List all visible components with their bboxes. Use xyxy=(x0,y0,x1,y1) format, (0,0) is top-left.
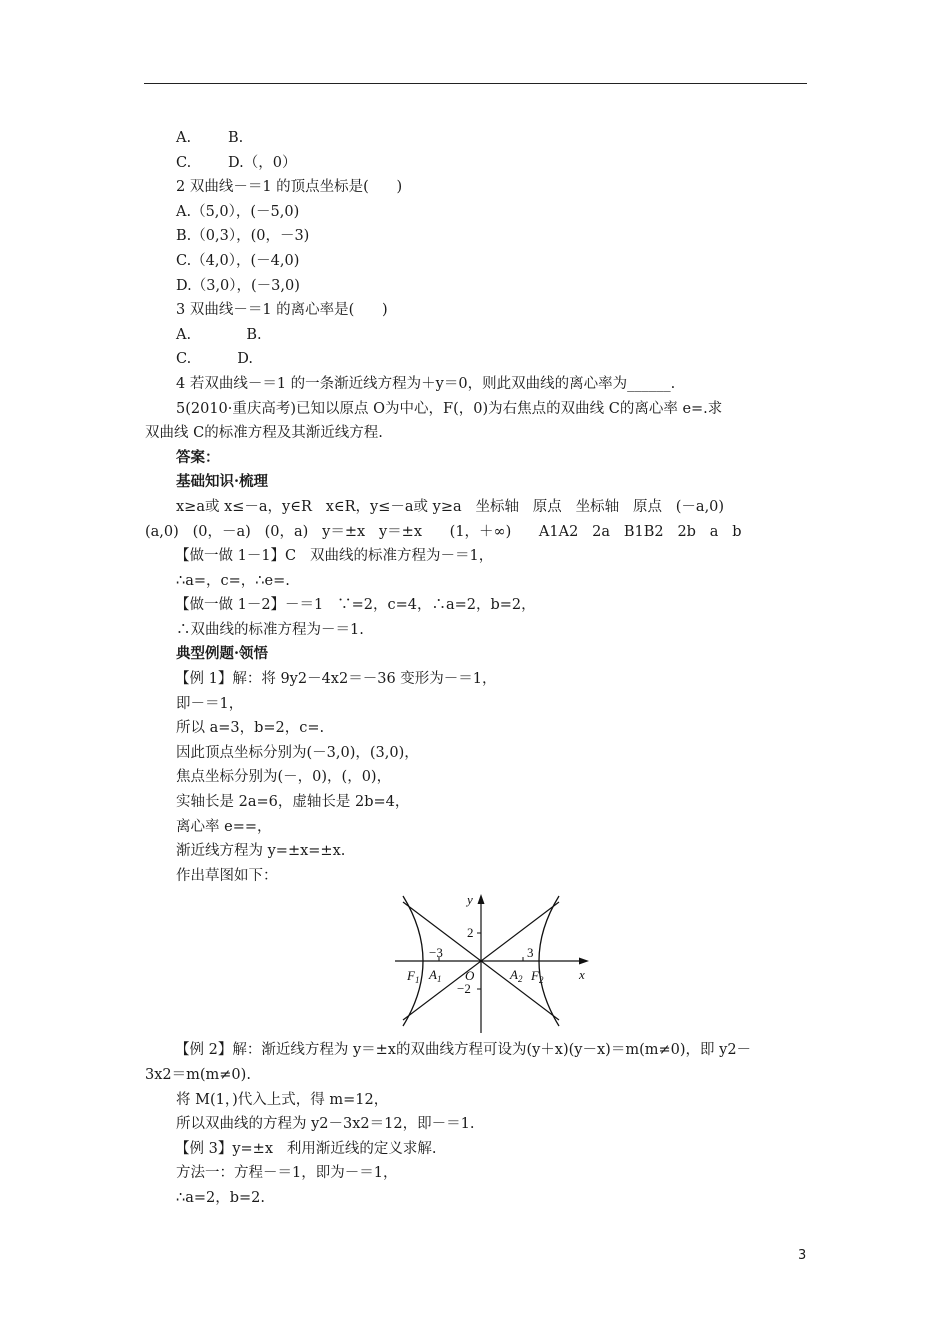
focus-f2-label: $F_2$ xyxy=(531,968,544,986)
example-line: 【例 2】解：渐近线方程为 y＝±x的双曲线方程可设为(y＋x)(y－x)＝m(m≠0)，即 y2－ xyxy=(175,1042,752,1059)
example-line: 所以 a=3，b=2，c=. xyxy=(176,720,325,737)
choice-line: D.（3,0），(－3,0) xyxy=(176,277,300,294)
question-4: 4 若双曲线－＝1 的一条渐近线方程为＋y＝0，则此双曲线的离心率为______. xyxy=(176,375,676,392)
choice-line: A. B. xyxy=(176,326,262,343)
example-line: 实轴长是 2a=6，虚轴长是 2b=4， xyxy=(176,794,410,811)
x-axis-arrow xyxy=(579,958,589,965)
answer-line: 【做一做 1－2】－＝1 ∵=2，c=4，∴a=2，b=2， xyxy=(175,597,536,614)
hyperbola-figure-row xyxy=(145,888,807,1038)
choice-line: B.（0,3），(0，－3) xyxy=(176,228,310,245)
section-heading: 典型例题·领悟 xyxy=(176,645,269,663)
choice-line: C. D.（，0） xyxy=(176,154,297,171)
question-5-cont: 双曲线 C的标准方程及其渐近线方程. xyxy=(145,425,383,442)
answer-line: (a,0) (0，－a) (0，a) y＝±x y＝±x (1，＋∞) A1A2 2a B1B2 2b a b xyxy=(145,523,742,540)
answer-line: ∴a=，c=，∴e=. xyxy=(176,572,290,589)
y-axis-label: y xyxy=(467,892,473,908)
x-axis-label: x xyxy=(579,967,585,983)
choice-line: C.（4,0），(－4,0) xyxy=(176,252,300,269)
example-line: 方法一：方程－＝1，即为－＝1， xyxy=(176,1165,398,1182)
tick-label-neg2: −2 xyxy=(457,981,471,997)
choice-line: A.（5,0），(－5,0) xyxy=(176,203,300,220)
hyperbola-sketch xyxy=(393,892,593,1034)
example-line: ∴a=2，b=2. xyxy=(176,1189,266,1206)
example-line: 3x2＝m(m≠0). xyxy=(145,1067,251,1083)
example-line: 离心率 e==， xyxy=(176,818,272,835)
tick-label-2: 2 xyxy=(467,925,474,941)
header-rule xyxy=(144,83,807,84)
example-line: 【例 3】y=±x 利用渐近线的定义求解. xyxy=(175,1140,437,1157)
choice-line: A. B. xyxy=(176,130,244,146)
tick-label-3: 3 xyxy=(527,945,534,961)
document-body xyxy=(145,126,807,1211)
example-line: 将 M(1，)代入上式，得 m=12， xyxy=(176,1091,389,1108)
example-line: 【例 1】解：将 9y2－4x2＝－36 变形为－＝1， xyxy=(175,671,497,688)
example-line: 即－＝1， xyxy=(176,695,244,712)
tick-label-neg3: −3 xyxy=(429,945,443,961)
choice-line: C. D. xyxy=(176,351,253,368)
y-axis-arrow xyxy=(478,894,485,904)
example-line: 渐近线方程为 y=±x=±x. xyxy=(176,843,346,860)
question-5: 5(2010·重庆高考)已知以原点 O为中心，F(，0)为右焦点的双曲线 C的离心率 e=.求 xyxy=(176,400,723,417)
question-3: 3 双曲线－＝1 的离心率是( ) xyxy=(176,302,388,319)
question-2: 2 双曲线－＝1 的顶点坐标是( ) xyxy=(176,179,403,196)
answers-heading: 答案： xyxy=(176,448,220,466)
answer-line: x≥a或 x≤－a，y∈R x∈R，y≤－a或 y≥a 坐标轴 原点 坐标轴 原点 (－a,0) xyxy=(176,498,725,515)
vertex-a1-label: $A_1$ xyxy=(429,967,442,985)
answer-line: ∴双曲线的标准方程为－＝1. xyxy=(176,621,364,638)
page-number: 3 xyxy=(798,1248,807,1263)
answer-line: 【做一做 1－1】C 双曲线的标准方程为－＝1， xyxy=(175,548,494,565)
section-heading: 基础知识·梳理 xyxy=(176,473,269,491)
example-line: 作出草图如下： xyxy=(176,867,278,884)
vertex-a2-label: $A_2$ xyxy=(510,967,523,985)
example-line: 所以双曲线的方程为 y2－3x2＝12，即－＝1. xyxy=(176,1116,475,1133)
origin-label: O xyxy=(465,968,475,984)
example-line: 因此顶点坐标分别为(－3,0)，(3,0)， xyxy=(176,744,419,761)
focus-f1-label: $F_1$ xyxy=(407,968,420,986)
example-line: 焦点坐标分别为(－，0)，(，0)， xyxy=(176,769,392,786)
